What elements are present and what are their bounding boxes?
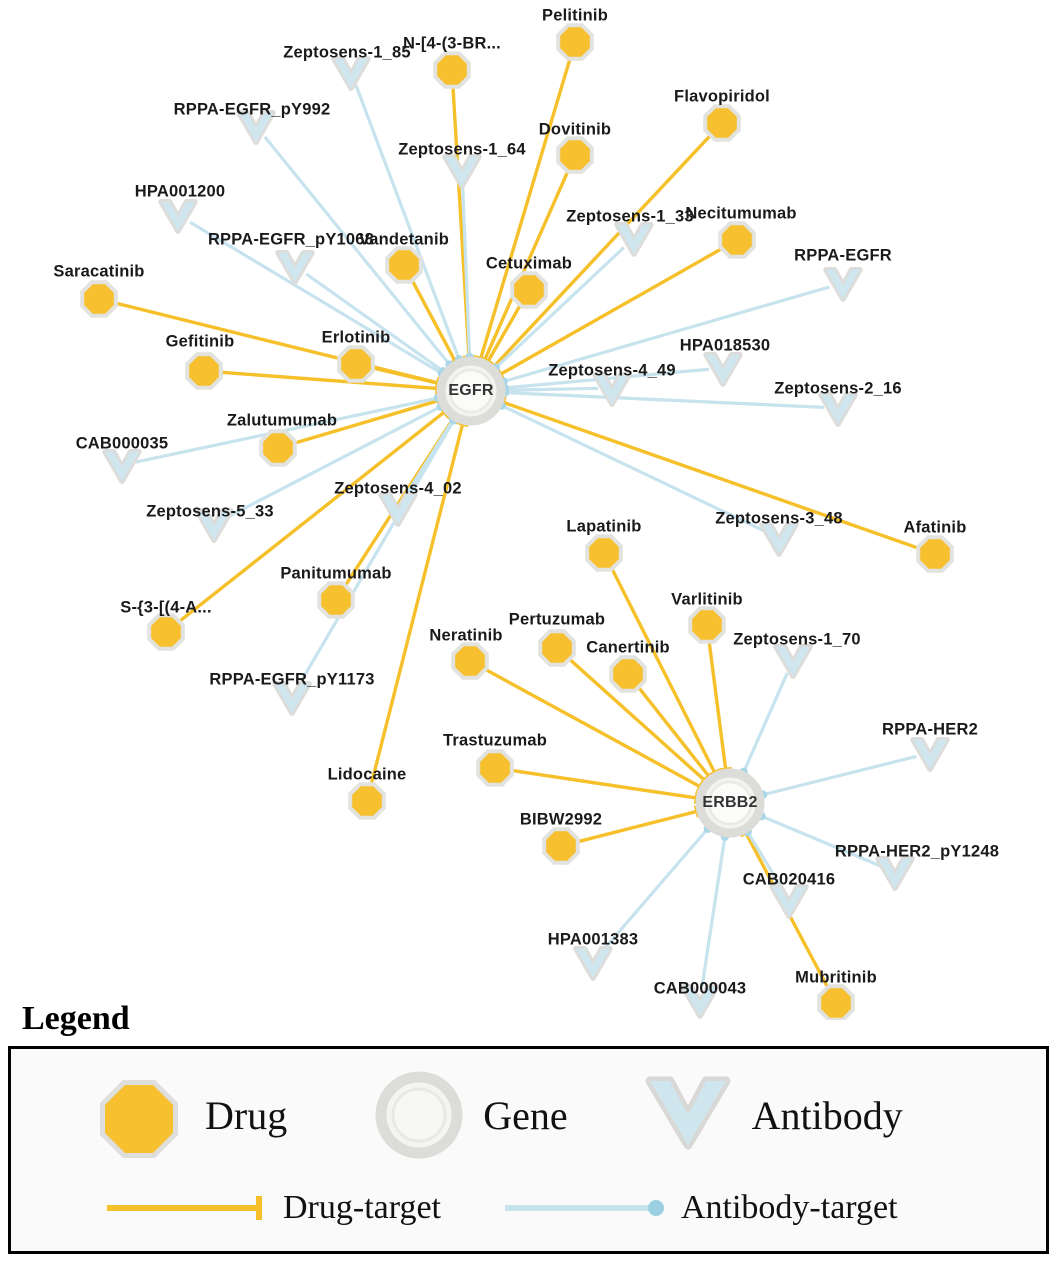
drug-target-edge bbox=[481, 57, 571, 358]
antibody-label: Zeptosens-1_33 bbox=[566, 207, 694, 226]
drug-label: Panitumumab bbox=[280, 564, 392, 583]
drug-label: Pertuzumab bbox=[508, 610, 606, 629]
drug-node[interactable] bbox=[589, 538, 619, 568]
legend-label-antibody: Antibody bbox=[751, 1092, 903, 1138]
drug-node[interactable] bbox=[920, 539, 950, 569]
antibody-target-edge bbox=[744, 673, 788, 772]
drug-label: Zalutumumab bbox=[226, 411, 338, 430]
antibody-target-edge-icon bbox=[501, 1191, 671, 1225]
legend-label-drug: Drug bbox=[205, 1092, 288, 1138]
legend bbox=[0, 1000, 1059, 1254]
antibody-label: Zeptosens-2_16 bbox=[774, 379, 902, 398]
drug-node[interactable] bbox=[321, 585, 351, 615]
antibody-target-edge bbox=[763, 756, 916, 794]
legend-edge-antibody-target bbox=[501, 1189, 898, 1227]
drug-label: Necitumumab bbox=[685, 204, 797, 223]
chevron-node-icon bbox=[640, 1067, 736, 1163]
drug-node[interactable] bbox=[352, 786, 382, 816]
antibody-label: CAB020416 bbox=[742, 870, 836, 889]
legend-edge-drug-target bbox=[103, 1189, 441, 1227]
drug-label: Vandetanib bbox=[358, 230, 450, 249]
drug-label: Mubritinib bbox=[795, 968, 877, 987]
drug-label: Lidocaine bbox=[327, 765, 407, 784]
drug-node[interactable] bbox=[263, 433, 293, 463]
antibody-label: RPPA-HER2_pY1248 bbox=[834, 842, 1000, 861]
gene-label: EGFR bbox=[448, 382, 494, 399]
drug-label: Erlotinib bbox=[321, 328, 391, 347]
drug-label: BIBW2992 bbox=[519, 810, 603, 829]
legend-edge-label-antibody-target: Antibody-target bbox=[680, 1189, 898, 1226]
antibody-label: Zeptosens-4_02 bbox=[334, 479, 462, 498]
drug-target-edge bbox=[372, 368, 438, 384]
drug-target-edge bbox=[709, 641, 726, 769]
drug-label: N-[4-(3-BR... bbox=[403, 34, 501, 53]
drug-node[interactable] bbox=[151, 617, 181, 647]
drug-target-edge bbox=[484, 669, 700, 787]
drug-node[interactable] bbox=[542, 633, 572, 663]
drug-label: Pelitinib bbox=[542, 6, 608, 25]
drug-node[interactable] bbox=[437, 55, 467, 85]
antibody-label: CAB000035 bbox=[75, 434, 169, 453]
antibody-label: RPPA-EGFR bbox=[794, 246, 892, 265]
drug-label: Flavopiridol bbox=[674, 87, 770, 106]
legend-item-antibody bbox=[640, 1067, 903, 1163]
drug-label: Lapatinib bbox=[566, 517, 642, 536]
drug-node[interactable] bbox=[455, 646, 485, 676]
antibody-target-edge bbox=[505, 388, 598, 390]
drug-node[interactable] bbox=[546, 831, 576, 861]
legend-label-gene: Gene bbox=[483, 1092, 568, 1138]
antibody-label: Zeptosens-1_70 bbox=[733, 630, 861, 649]
antibody-label: HPA001383 bbox=[547, 930, 639, 949]
drug-node[interactable] bbox=[560, 27, 590, 57]
drug-label: Dovitinib bbox=[538, 120, 612, 139]
drug-node[interactable] bbox=[722, 225, 752, 255]
legend-edge-label-drug-target: Drug-target bbox=[283, 1189, 441, 1226]
drug-label: Saracatinib bbox=[53, 262, 145, 281]
drug-node[interactable] bbox=[480, 753, 510, 783]
antibody-label: Zeptosens-1_64 bbox=[398, 140, 526, 159]
antibody-label: Zeptosens-3_48 bbox=[715, 509, 843, 528]
drug-node[interactable] bbox=[692, 610, 722, 640]
drug-label: Canertinib bbox=[586, 638, 670, 657]
drug-label: Neratinib bbox=[429, 626, 503, 645]
antibody-target-edge bbox=[702, 837, 725, 987]
drug-node[interactable] bbox=[389, 250, 419, 280]
drug-label: Varlitinib bbox=[671, 590, 743, 609]
drug-node[interactable] bbox=[613, 659, 643, 689]
drug-label: Gefitinib bbox=[165, 332, 235, 351]
antibody-target-edge bbox=[356, 85, 459, 359]
gene-label: ERBB2 bbox=[702, 794, 758, 811]
drug-label: Trastuzumab bbox=[443, 731, 547, 750]
drug-node[interactable] bbox=[514, 275, 544, 305]
drug-node[interactable] bbox=[84, 284, 114, 314]
drug-target-edge bbox=[511, 770, 697, 798]
antibody-label: CAB000043 bbox=[653, 979, 747, 998]
legend-title: Legend bbox=[22, 1000, 130, 1037]
drug-target-edge-icon bbox=[103, 1191, 273, 1225]
antibody-label: Zeptosens-1_85 bbox=[283, 43, 411, 62]
legend-item-gene bbox=[371, 1067, 567, 1163]
octagon-node-icon bbox=[89, 1067, 189, 1163]
circle-node-icon bbox=[371, 1067, 467, 1163]
antibody-label: RPPA-EGFR_pY992 bbox=[173, 100, 331, 119]
drug-node[interactable] bbox=[341, 349, 371, 379]
drug-node[interactable] bbox=[560, 140, 590, 170]
antibody-label: RPPA-EGFR_pY1068 bbox=[207, 230, 375, 249]
antibody-label: RPPA-HER2 bbox=[882, 720, 978, 739]
antibody-label: HPA001200 bbox=[134, 182, 226, 201]
antibody-label: Zeptosens-5_33 bbox=[146, 502, 274, 521]
legend-box bbox=[8, 1046, 1049, 1254]
antibody-label: HPA018530 bbox=[679, 336, 771, 355]
drug-label: Afatinib bbox=[903, 518, 967, 537]
drug-label: Cetuximab bbox=[485, 254, 573, 273]
drug-node[interactable] bbox=[189, 356, 219, 386]
drug-node[interactable] bbox=[707, 108, 737, 138]
legend-item-drug bbox=[89, 1067, 287, 1163]
antibody-label: Zeptosens-4_49 bbox=[548, 361, 676, 380]
drug-label: S-{3-[(4-A... bbox=[120, 598, 212, 617]
antibody-label: RPPA-EGFR_pY1173 bbox=[209, 670, 375, 689]
